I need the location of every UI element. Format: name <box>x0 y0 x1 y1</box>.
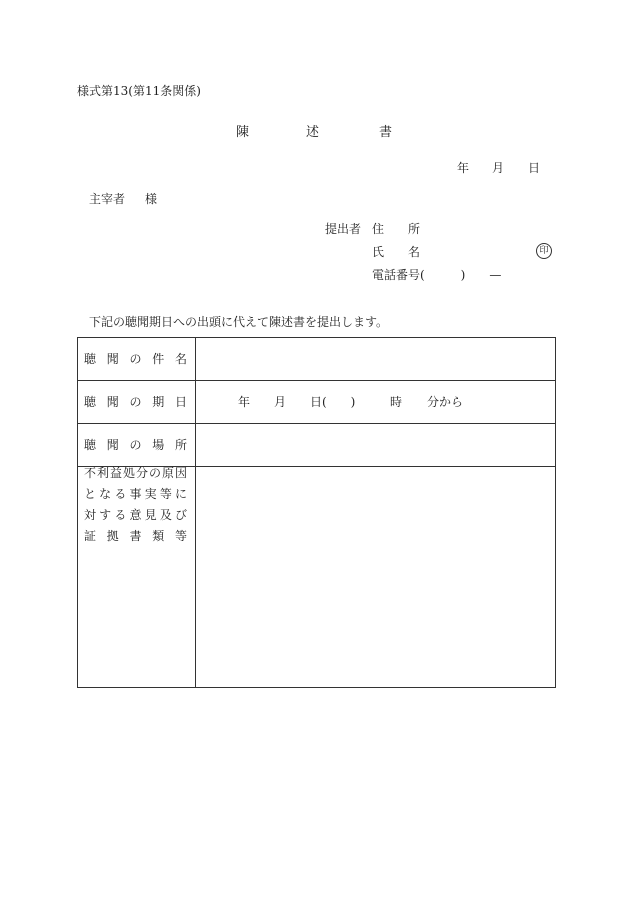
date-label-cell <box>78 381 196 424</box>
hearing-form-table <box>77 337 556 688</box>
date-day: 日 <box>528 161 541 175</box>
intro-text: 下記の聴聞期日への出頭に代えて陳述書を提出します。 <box>89 315 389 329</box>
addressee-honorific: 様 <box>145 192 158 206</box>
date-value-cell[interactable] <box>196 381 556 424</box>
opinion-label-line-4: 証拠書類等 <box>84 529 187 543</box>
schedule-hour: 時 <box>390 395 403 409</box>
phone-label: 電話番号( ) — <box>372 268 502 282</box>
addressee-name: 主宰者 <box>89 192 126 206</box>
subject-value-cell[interactable] <box>196 338 556 381</box>
place-label-cell <box>78 424 196 467</box>
subject-label: 聴聞の件名 <box>84 352 187 366</box>
seal-mark: 印 <box>536 243 552 259</box>
date-month: 月 <box>492 161 505 175</box>
subject-label-cell <box>78 338 196 381</box>
place-value-cell[interactable] <box>196 424 556 467</box>
opinion-label-line-1: 不利益処分の原因 <box>84 466 187 480</box>
table-row <box>78 467 556 688</box>
opinion-label-line-3: 対する意見及び <box>84 508 187 522</box>
schedule-year: 年 <box>238 395 251 409</box>
form-number: 様式第13(第11条関係) <box>77 84 201 98</box>
opinion-value-cell[interactable] <box>196 467 556 688</box>
table-row <box>78 424 556 467</box>
submitter-label: 提出者 <box>325 222 362 236</box>
opinion-label-line-2: となる事実等に <box>84 487 187 501</box>
schedule-day: 日( ) <box>310 395 356 409</box>
schedule-month: 月 <box>274 395 287 409</box>
title-char-1: 陳 <box>236 125 250 140</box>
date-label: 聴聞の期日 <box>84 395 187 409</box>
address-label: 住 所 <box>372 222 421 236</box>
name-label: 氏 名 <box>372 245 421 259</box>
hearing-schedule <box>196 381 555 423</box>
addressee <box>89 193 157 205</box>
date-year: 年 <box>457 161 470 175</box>
place-label: 聴聞の場所 <box>84 438 187 452</box>
table-row <box>78 381 556 424</box>
document-title <box>0 126 630 140</box>
title-char-2: 述 <box>306 125 320 140</box>
table-row <box>78 338 556 381</box>
title-char-3: 書 <box>379 125 393 140</box>
opinion-label-cell <box>78 467 196 688</box>
schedule-minute: 分から <box>427 395 464 409</box>
